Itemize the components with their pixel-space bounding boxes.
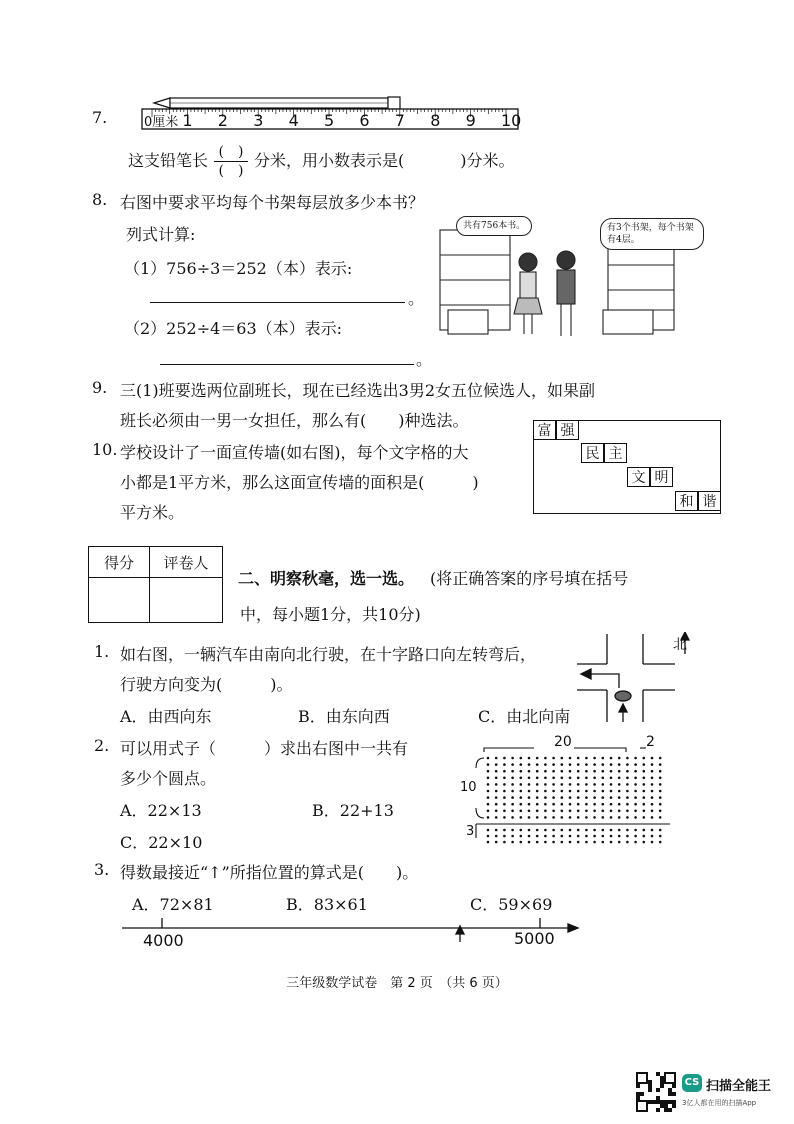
- s2q3-option-b[interactable]: B．83×61: [286, 895, 368, 914]
- q8-line2: （2）252÷4＝63（本）表示:: [124, 319, 343, 338]
- ruler-label: 8: [430, 111, 441, 130]
- number-line-label-5000: 5000: [514, 929, 555, 948]
- q10-line1: 学校设计了一面宣传墙(如右图)，每个文字格的大: [120, 443, 469, 462]
- q8-speech-bubble-right: 有3个书架，每个书架有4层。: [600, 218, 704, 250]
- q9-number: 9.: [92, 378, 108, 397]
- s2q2-line1: 可以用式子（ ）求出右图中一共有: [120, 739, 409, 758]
- scanner-tagline: 3亿人都在用的扫描App: [682, 1099, 757, 1107]
- page-footer: 三年级数学试卷 第 2 页 （共 6 页）: [286, 976, 508, 991]
- q10-line2: 小都是1平方米，那么这面宣传墙的面积是( ): [120, 473, 479, 492]
- q9-line2: 班长必须由一男一女担任，那么有( )种选法。: [120, 411, 469, 430]
- s2q3-stem: 得数最接近“↑”所指位置的算式是( )。: [120, 863, 419, 882]
- s2q2-option-a[interactable]: A．22×13: [120, 801, 202, 820]
- section2-desc2: 中，每小题1分，共10分): [240, 605, 421, 624]
- ruler-label: 2: [217, 111, 228, 130]
- q8-speech-bubble-left: 共有756本书。: [456, 216, 532, 236]
- s2q1-option-c[interactable]: C．由北向南: [478, 707, 571, 726]
- s2q1-number: 1.: [94, 642, 110, 661]
- wall-cell: 谐: [698, 491, 721, 511]
- wall-cell: 民: [581, 443, 604, 463]
- wall-cell: 主: [604, 443, 627, 463]
- score-cell[interactable]: [89, 578, 150, 623]
- qr-code-icon: [636, 1072, 676, 1112]
- number-line-label-4000: 4000: [143, 931, 184, 950]
- wall-cell: 强: [556, 420, 579, 440]
- number-line: [120, 912, 580, 946]
- s2q2-line2: 多少个圆点。: [120, 769, 217, 788]
- ruler-label: 6: [359, 111, 370, 130]
- wall-cell: 和: [675, 491, 698, 511]
- s2q2-option-c[interactable]: C．22×10: [120, 833, 203, 852]
- q7-line: [128, 144, 515, 179]
- dots-label-10: 10: [460, 780, 477, 795]
- q7-frac-top: ( ): [218, 144, 244, 160]
- section2-title: 二、明察秋毫，选一选。: [238, 569, 415, 588]
- wall-cell: 富: [533, 420, 556, 440]
- dots-label-20: 20: [554, 734, 572, 750]
- grader-cell[interactable]: [150, 578, 223, 623]
- wall-cell: 文: [627, 467, 650, 487]
- score-header: 得分: [89, 547, 150, 578]
- q8-period2: 。: [416, 350, 433, 369]
- ruler-label: 10: [501, 111, 522, 130]
- grader-header: 评卷人: [150, 547, 223, 578]
- ruler-label: 0厘米: [144, 115, 179, 130]
- q8-answer-line1[interactable]: [150, 302, 405, 303]
- q9-line1: 三(1)班要选两位副班长，现在已经选出3男2女五位候选人，如果副: [120, 381, 596, 400]
- s2q2-number: 2.: [94, 736, 110, 755]
- s2q1-line1: 如右图，一辆汽车由南向北行驶，在十字路口向左转弯后，: [120, 645, 537, 664]
- ruler-label: 4: [288, 111, 299, 130]
- q8-period1: 。: [408, 289, 425, 308]
- s2q1-option-b[interactable]: B．由东向西: [298, 707, 390, 726]
- scanner-brand: 扫描全能王: [706, 1079, 772, 1094]
- ruler-label: 7: [394, 111, 405, 130]
- s2q3-number: 3.: [94, 860, 110, 879]
- score-table: [88, 546, 223, 623]
- q7-text-a: 这支铅笔长: [128, 151, 209, 170]
- dot-array-figure: [474, 738, 674, 848]
- scanner-logo-icon: CS: [682, 1074, 702, 1092]
- q10-number: 10.: [92, 440, 118, 459]
- q8-label: 列式计算:: [126, 225, 196, 244]
- dots-label-3: 3: [466, 824, 475, 839]
- q7-text-b: 分米，用小数表示是(: [254, 151, 405, 170]
- q7-fraction: [214, 144, 248, 179]
- q8-number: 8.: [92, 190, 108, 209]
- q7-number: 7.: [92, 108, 108, 127]
- north-label: 北: [673, 637, 687, 653]
- q8-line1: （1）756÷3＝252（本）表示:: [124, 259, 353, 278]
- q8-stem: 右图中要求平均每个书架每层放多少本书？: [120, 193, 425, 212]
- q10-line3: 平方米。: [120, 503, 185, 522]
- q7-frac-bottom: ( ): [218, 163, 244, 179]
- dots-label-2: 2: [646, 734, 655, 750]
- section2-desc: (将正确答案的序号填在括号: [430, 569, 629, 588]
- q7-text-c: )分米。: [460, 151, 515, 170]
- s2q3-option-c[interactable]: C．59×69: [470, 895, 553, 914]
- wall-cell: 明: [650, 467, 673, 487]
- ruler-label: 5: [324, 111, 335, 130]
- s2q2-option-b[interactable]: B．22+13: [312, 801, 394, 820]
- ruler-label: 1: [182, 111, 193, 130]
- s2q1-line2: 行驶方向变为( )。: [120, 675, 293, 694]
- q8-answer-line2[interactable]: [160, 364, 414, 365]
- ruler-label: 9: [465, 111, 476, 130]
- s2q3-option-a[interactable]: A．72×81: [132, 895, 214, 914]
- ruler-label: 3: [253, 111, 264, 130]
- s2q1-option-a[interactable]: A．由西向东: [120, 707, 212, 726]
